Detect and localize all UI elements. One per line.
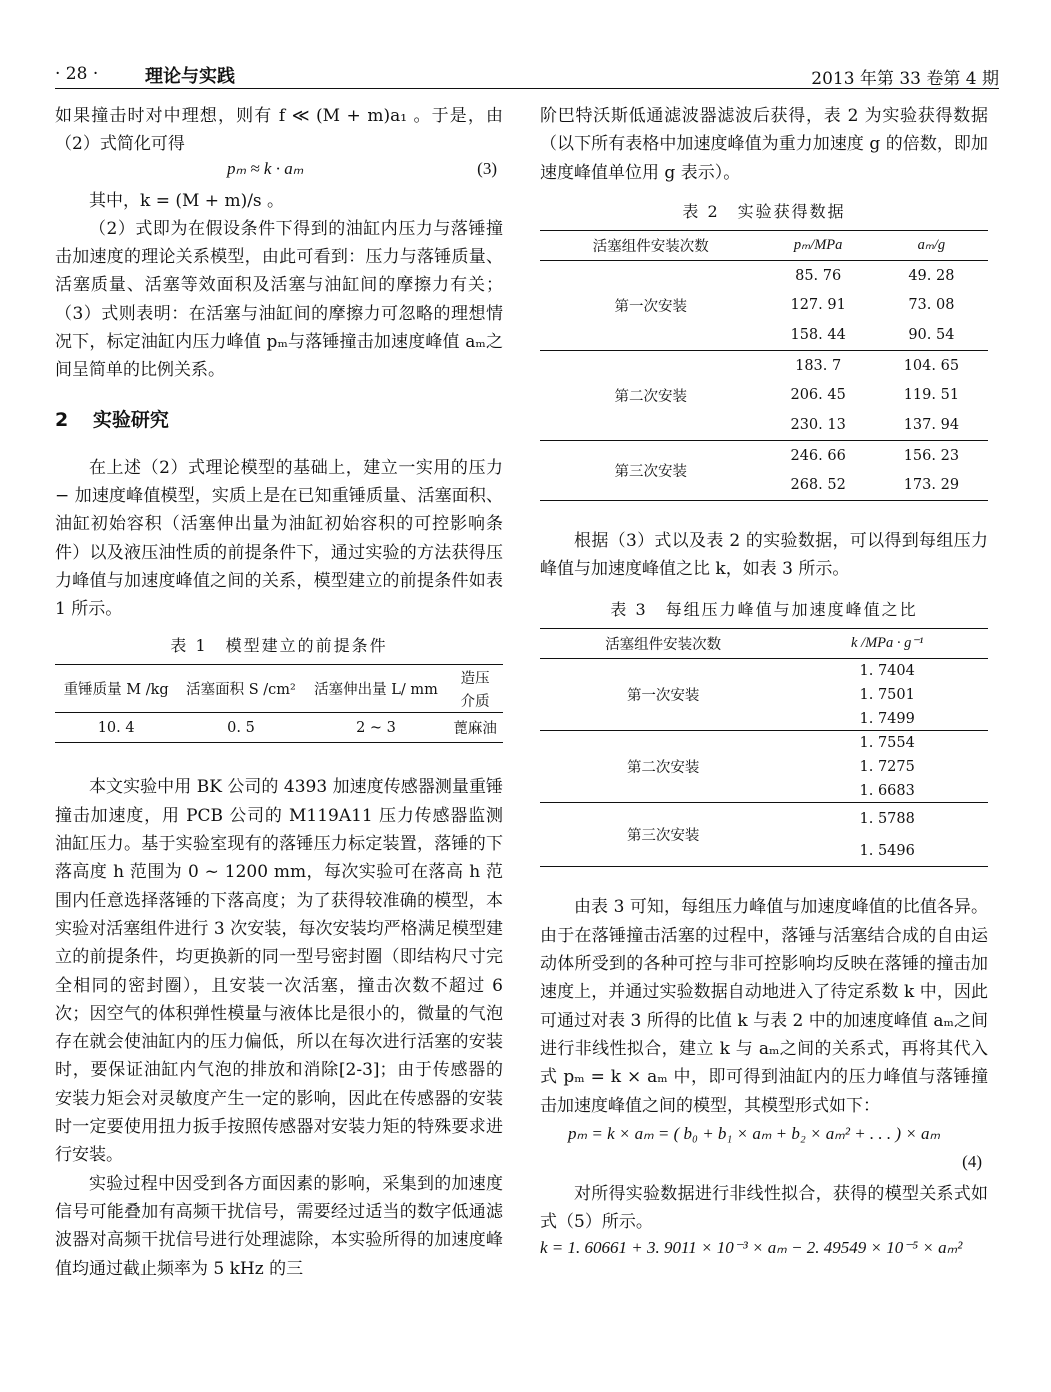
equation-4 (540, 1124, 988, 1152)
paragraph: 根据（3）式以及表 2 的实验数据，可以得到每组压力峰值与加速度峰值之比 k，如表 3 所示。 (540, 530, 988, 580)
table-cell: 119. 51 (903, 387, 960, 404)
table-cell: 1. 6683 (859, 782, 915, 799)
table-header-cell: 介质 (460, 694, 490, 711)
table-cell: 104. 65 (903, 357, 960, 374)
table-header-cell: aₘ/g (917, 236, 946, 253)
paragraph: 如果撞击时对中理想，则有 f ≪ (M + m)a₁ 。于是，由（2）式简化可得 (55, 106, 503, 155)
table-cell: 127. 91 (790, 297, 846, 314)
table-cell: 1. 7275 (859, 758, 915, 775)
table-cell: 85. 76 (795, 267, 842, 284)
table-cell: 2 ~ 3 (356, 719, 396, 736)
issue-info: 2013 年第 33 卷第 4 期 (811, 69, 999, 89)
running-header (55, 60, 999, 89)
table-cell: 268. 52 (790, 477, 846, 494)
table-group-label: 第三次安装 (614, 463, 688, 480)
table-cell: 156. 23 (903, 447, 960, 464)
table-cell: 49. 28 (908, 267, 955, 284)
equation-body: pₘ = k × aₘ = ( b₀ + b₁ × aₘ + b₂ × aₘ² + . . . ) × aₘ (568, 1123, 941, 1143)
table-cell: 90. 54 (908, 327, 955, 344)
table-cell: 1. 7499 (859, 710, 915, 727)
table-caption: 表 3 每组压力峰值与加速度峰值之比 (610, 600, 918, 620)
table-group-label: 第二次安装 (614, 388, 688, 405)
table-cell: 蓖麻油 (453, 721, 497, 738)
table-cell: 0. 5 (227, 719, 255, 736)
table-caption: 表 1 模型建立的前提条件 (170, 636, 388, 656)
table-cell: 158. 44 (790, 327, 846, 344)
table-header-cell: 重锤质量 M /kg (63, 682, 169, 699)
paragraph: 对所得实验数据进行非线性拟合，获得的模型关系式如式（5）所示。 (540, 1183, 988, 1233)
table-cell: 206. 45 (790, 387, 846, 404)
equation-4-number-line (540, 1152, 988, 1180)
table-header-cell: 活塞组件安装次数 (592, 238, 709, 255)
table-cell: 1. 5496 (859, 842, 915, 859)
paragraph: 在上述（2）式理论模型的基础上，建立一实用的压力 − 加速度峰值模型，实质上是在已知重锤质量、活塞面积、油缸初始容积（活塞伸出量为油缸初始容积的可控影响条件）以及液压油性质的前提条件下，通过实验的方法获得压力峰值与加速度峰值之间的关系，模型建立的前提条件如表 1 所示。 (55, 457, 503, 620)
table-cell: 246. 66 (790, 447, 846, 464)
table-header-cell: 活塞伸出量 L/ mm (314, 682, 438, 699)
right-column (540, 102, 988, 1266)
table-1 (55, 664, 503, 743)
table-cell: 230. 13 (790, 417, 846, 434)
table-header-cell: k /MPa · g⁻¹ (850, 635, 924, 652)
paragraph: 阶巴特沃斯低通滤波器滤波后获得，表 2 为实验获得数据（以下所有表格中加速度峰值为重力加速度 g 的倍数，即加速度峰值单位用 g 表示）。 (540, 106, 988, 183)
equation-number: (3) (477, 158, 497, 178)
paragraph: 本文实验中用 BK 公司的 4393 加速度传感器测量重锤撞击加速度，用 PCB 公司的 M119A11 压力传感器监测油缸压力。基于实验室现有的落锤压力标定装置，落锤的下落高度 h 范围为 0 ~ 1200 mm，每次实验可在落高 h 范围内任意选择落锤的下落高度；为了获得较准确的模型，本实验对活塞组件进行 3 次安装，每次安装均严格满足模型建立的前提条件，均更换新的同一型号密封圈（即结构尺寸完全相同的密封圈），且安装一次活塞，撞击次数不超过 6 次；因空气的体积弹性模量与液体比是很小的，微量的气泡存在就会使油缸内的压力偏低，所以在每次进行活塞的安装时，要保证油缸内气泡的排放和消除[2-3]；由于传感器的安装力矩会对灵敏度产生一定的影响，因此在传感器的安装时一定要使用扭力扳手按照传感器对安装力矩的特殊要求进行安装。 (55, 777, 503, 1166)
table-header-cell: 造压 (460, 670, 490, 687)
paragraph: 其中，k = (M + m)/s 。 (89, 190, 285, 211)
table-header-cell: 活塞组件安装次数 (605, 637, 722, 654)
equation-body: pₘ ≈ k · aₘ (227, 158, 304, 178)
equation-3 (55, 159, 503, 187)
section-heading (55, 405, 503, 432)
table-group-label: 第二次安装 (626, 760, 700, 777)
page-number: · 28 · (55, 64, 99, 84)
table-caption: 表 2 实验获得数据 (682, 201, 846, 221)
table-group-label: 第三次安装 (626, 828, 700, 845)
table-cell: 173. 29 (903, 477, 960, 494)
table-group-label: 第一次安装 (614, 298, 688, 315)
left-column (55, 102, 503, 1283)
section-number: 2 (55, 408, 69, 431)
equation-body: k = 1. 60661 + 3. 9011 × 10⁻³ × aₘ − 2. 49549 × 10⁻⁵ × aₘ² (540, 1238, 963, 1258)
table-header-cell: pₘ/MPa (793, 236, 843, 253)
table-3 (540, 628, 988, 867)
paragraph: 实验过程中因受到各方面因素的影响，采集到的加速度信号可能叠加有高频干扰信号，需要经过适当的数字低通滤波器对高频干扰信号进行处理滤除，本实验所得的加速度峰值均通过截止频率为 5 kHz 的三 (55, 1173, 503, 1279)
table-cell: 73. 08 (908, 297, 955, 314)
table-2 (540, 230, 988, 501)
equation-number: (4) (962, 1151, 982, 1171)
paragraph: （2）式即为在假设条件下得到的油缸内压力与落锤撞击加速度的理论关系模型，由此可看到：压力与落锤质量、活塞质量、活塞等效面积及活塞与油缸间的摩擦力有关；（3）式则表明：在活塞与油缸间的摩擦力可忽略的理想情况下，标定油缸内压力峰值 pₘ与落锤撞击加速度峰值 aₘ之间呈简单的比例关系。 (55, 218, 503, 381)
table-cell: 137. 94 (903, 417, 960, 434)
section-title: 实验研究 (92, 408, 169, 431)
paragraph: 由表 3 可知，每组压力峰值与加速度峰值的比值各异。由于在落锤撞击活塞的过程中，落锤与活塞结合成的自由运动体所受到的各种可控与非可控影响均反映在落锤的撞击加速度上，并通过实验数据自动地进入了待定系数 k 中，因此可通过对表 3 所得的比值 k 与表 2 中的加速度峰值 aₘ之间进行非线性拟合，建立 k 与 aₘ之间的关系式，再将其代入式 pₘ = k × aₘ 中，即可得到油缸内的压力峰值与落锤撞击加速度峰值之间的模型，其模型形式如下： (540, 897, 988, 1116)
table-cell: 183. 7 (795, 357, 842, 374)
table-cell: 1. 5788 (859, 811, 915, 828)
table-cell: 10. 4 (97, 719, 135, 736)
table-group-label: 第一次安装 (626, 688, 700, 705)
table-cell: 1. 7404 (859, 663, 915, 680)
table-header-cell: 活塞面积 S /cm² (186, 682, 296, 699)
journal-name: 理论与实践 (145, 66, 235, 87)
table-cell: 1. 7501 (859, 686, 915, 703)
equation-5 (540, 1238, 988, 1266)
table-cell: 1. 7554 (859, 735, 915, 752)
